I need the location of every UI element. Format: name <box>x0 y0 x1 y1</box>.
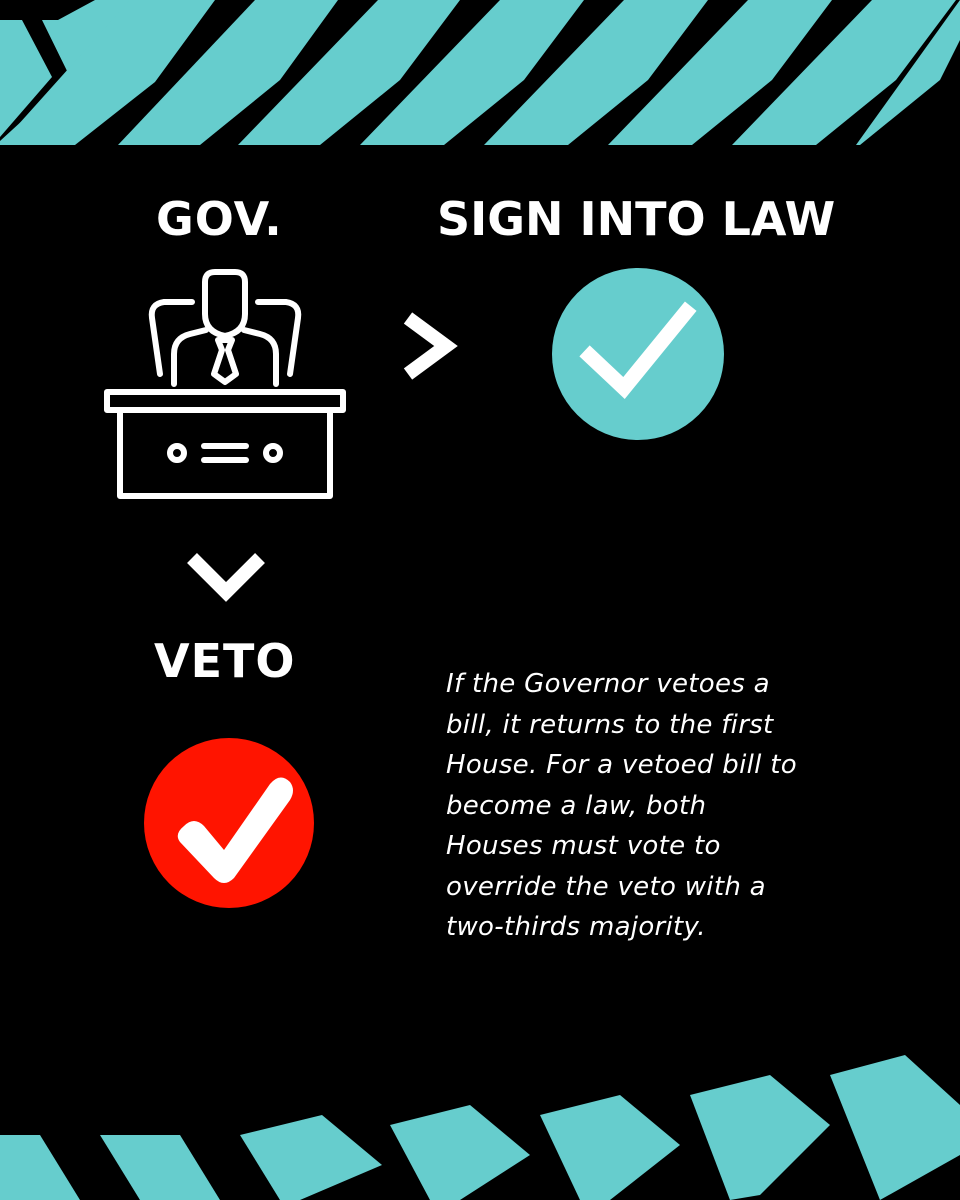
red-checkmark-icon <box>144 738 314 908</box>
description-line: Houses must vote to <box>446 831 721 861</box>
description-line: become a law, both <box>446 790 707 821</box>
governor-at-desk-icon <box>100 262 350 504</box>
description-line: If the Governor vetoes a <box>446 669 770 699</box>
description-line: bill, it returns to the first <box>446 709 774 740</box>
chevron-down-icon <box>186 548 266 608</box>
description-line: two-thirds majority. <box>446 912 706 942</box>
description-line: override the veto with a <box>446 871 766 902</box>
top-chevron-stripe <box>0 0 960 145</box>
teal-checkmark-icon <box>552 268 724 440</box>
sign-into-law-heading: SIGN INTO LAW <box>437 192 836 246</box>
bottom-chevron-stripe <box>0 1055 960 1200</box>
veto-heading: VETO <box>154 634 296 688</box>
chevron-right-icon <box>398 310 460 382</box>
description-line: House. For a vetoed bill to <box>446 750 797 780</box>
veto-description <box>446 664 866 948</box>
governor-heading: GOV. <box>156 192 283 246</box>
